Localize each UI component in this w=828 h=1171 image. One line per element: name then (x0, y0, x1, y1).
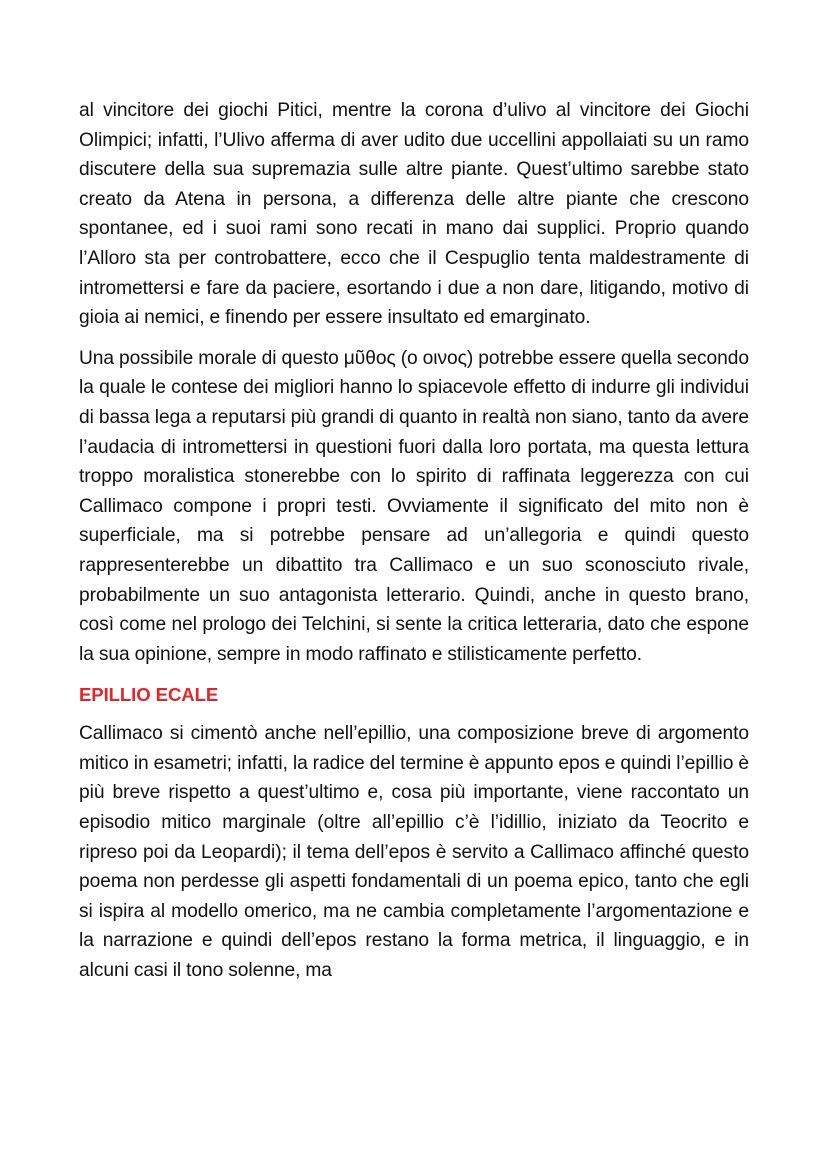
section-heading-epillio-ecale: EPILLIO ECALE (79, 684, 219, 706)
paragraph-epillio: Callimaco si cimentò anche nell’epillio, una composizione breve di argomento mitico in esametri; infatti, la radice del termine è appunto epos e quindi l’epillio è più breve rispetto a quest’ultimo e, cosa più importante, viene raccontato un episodio mitico marginale (oltre all’epillio c’è l’idillio, iniziato da Teocrito e ripreso poi da Leopardi); il tema dell’epos è servito a Callimaco affinché questo poema non perdesse gli aspetti fondamentali di un poema epico, tanto che egli si ispira al modello omerico, ma ne cambia completamente l’argomentazione e la narrazione e quindi dell’epos restano la forma metrica, il linguaggio, e in alcuni casi il tono solenne, ma (79, 723, 749, 982)
paragraph-moral-of-myth: Una possibile morale di questo μῦθος (o οινος) potrebbe essere quella secondo la quale le contese dei migliori hanno lo spiacevole effetto di indurre gli individui di bassa lega a reputarsi più grandi di quanto in realtà non siano, tanto da avere l’audacia di intromettersi in questioni fuori dalla loro portata, ma questa lettura troppo moralistica stonerebbe con lo spirito di raffinata leggerezza con cui Callimaco compone i propri testi. Ovviamente il significato del mito non è superficiale, ma si potrebbe pensare ad un’allegoria e quindi questo rappresenterebbe un dibattito tra Callimaco e un suo sconosciuto rivale, probabilmente un suo antagonista letterario. Quindi, anche in questo brano, così come nel prologo dei Telchini, si sente la critica letteraria, dato che espone la sua opinione, sempre in modo raffinato e stilisticamente perfetto. (79, 347, 749, 665)
paragraph-olive-laurel-dispute: al vincitore dei giochi Pitici, mentre la corona d’ulivo al vincitore dei Giochi Olimpici; infatti, l’Ulivo afferma di aver udito due uccellini appollaiati su un ramo discutere della sua supremazia sulle altre piante. Quest’ultimo sarebbe stato creato da Atena in persona, a differenza delle altre piante che crescono spontanee, ed i suoi rami sono recati in mano dai supplici. Proprio quando l’Alloro sta per controbattere, ecco che il Cespuglio tenta maldestramente di intromettersi e fare da paciere, esortando i due a non dare, litigando, motivo di gioia ai nemici, e finendo per essere insultato ed emarginato. (79, 100, 749, 329)
document-page (79, 96, 749, 995)
